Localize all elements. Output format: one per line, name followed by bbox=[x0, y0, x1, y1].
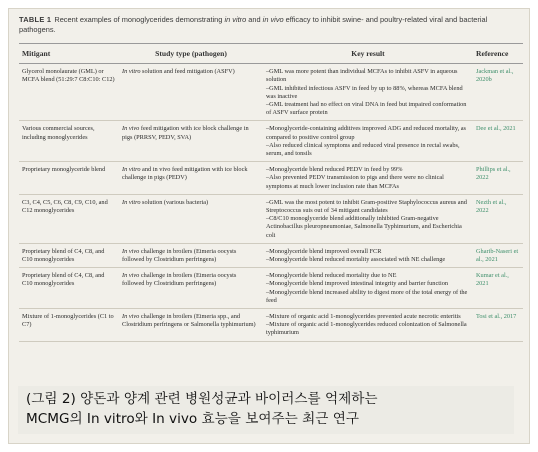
key-result-cell bbox=[263, 243, 473, 267]
study-type-cell bbox=[119, 64, 263, 121]
table-row bbox=[19, 64, 523, 121]
key-result-cell bbox=[263, 268, 473, 309]
table-caption bbox=[19, 15, 519, 35]
study-type-italic: In vitro bbox=[122, 166, 141, 174]
study-type-cell bbox=[119, 194, 263, 243]
table-header-row bbox=[19, 44, 523, 64]
key-result-line: –Monoglyceride-containing additives improved ADG and reduced mortality, as compared to positive control group bbox=[266, 125, 466, 141]
study-type-cell bbox=[119, 268, 263, 309]
reference-link[interactable]: Jackman et al., 2020b bbox=[473, 64, 523, 121]
table-body bbox=[19, 64, 523, 341]
monoglyceride-table bbox=[19, 43, 523, 342]
study-type-text: challenge in broilers (Eimeria oocysts followed by Clostridium perfringens) bbox=[122, 272, 237, 288]
key-result-cell bbox=[263, 64, 473, 121]
study-type-text: feed mitigation with ice block challenge in pigs (PRRSV, PEDV, SVA) bbox=[122, 125, 249, 141]
key-result-line: –Mixture of organic acid 1-monoglycerides reduced colonization of Salmonella typhimurium bbox=[266, 321, 467, 337]
reference-link[interactable]: Kumar et al., 2021 bbox=[473, 268, 523, 309]
mitigant-cell: Proprietary blend of C4, C8, and C10 monoglycerides bbox=[19, 243, 119, 267]
table-row bbox=[19, 121, 523, 162]
caption-text: and bbox=[246, 15, 263, 24]
study-type-cell bbox=[119, 162, 263, 195]
korean-caption-banner bbox=[18, 386, 514, 434]
key-result-line: –Monoglyceride blend improved intestinal integrity and barrier function bbox=[266, 280, 449, 288]
study-type-italic: In vivo bbox=[122, 125, 140, 133]
key-result-line: –Monoglyceride blend increased ability to digest more of the total energy of the feed bbox=[266, 288, 468, 304]
mitigant-cell: Various commercial sources, including monoglycerides bbox=[19, 121, 119, 162]
table-row bbox=[19, 162, 523, 195]
caption-text: efficacy to inhibit swine- and poultry-related viral and bacterial pathogens. bbox=[19, 15, 488, 34]
study-type-italic: In vivo bbox=[122, 247, 140, 255]
key-result-line: –GML was the most potent to inhibit Gram-positive Staphylococcus aureus and Streptococcus suis out of 34 mitigant candidates bbox=[266, 198, 467, 215]
figure-frame bbox=[8, 8, 530, 444]
study-type-text: challenge in broilers (Eimeria oocysts followed by Clostridium perfringens) bbox=[122, 247, 237, 264]
reference-link[interactable]: Nezth et al., 2022 bbox=[473, 194, 523, 243]
table-label: TABLE 1 bbox=[19, 15, 52, 24]
column-header-mitigant: Mitigant bbox=[19, 44, 119, 64]
banner-line-2: MCMG의 In vitro와 In vivo 효능을 보여주는 최근 연구 bbox=[26, 411, 359, 427]
reference-link[interactable]: Gharib-Naseri et al., 2021 bbox=[473, 243, 523, 267]
study-type-text: solution and feed mitigation (ASFV) bbox=[140, 68, 235, 76]
reference-link[interactable]: Phillips et al., 2022 bbox=[473, 162, 523, 195]
key-result-line: –GML was more potent than individual MCFAs to inhibit ASFV in aqueous solution bbox=[266, 68, 458, 84]
study-type-text: challenge in broilers (Eimeria spp., and Clostridium perfringens or Salmonella typhimurium) bbox=[122, 313, 256, 329]
study-type-italic: In vivo bbox=[122, 272, 140, 280]
key-result-cell bbox=[263, 309, 473, 342]
key-result-line: –Also reduced clinical symptoms and reduced viral presence in rectal swabs, serum, and tonsils bbox=[266, 141, 460, 158]
table-row bbox=[19, 243, 523, 267]
column-header-result: Key result bbox=[263, 44, 473, 64]
key-result-line: –Monoglyceride blend reduced mortality due to NE bbox=[266, 272, 397, 280]
study-type-cell bbox=[119, 121, 263, 162]
mitigant-cell: Proprietary blend of C4, C8, and C10 monoglycerides bbox=[19, 268, 119, 309]
key-result-line: –Mixture of organic acid 1-monoglycerides prevented acute necrotic enteritis bbox=[266, 313, 461, 321]
caption-italic: in vivo bbox=[262, 15, 284, 24]
column-header-reference: Reference bbox=[473, 44, 523, 64]
table-row bbox=[19, 194, 523, 243]
study-type-text: and in vivo feed mitigation with ice block challenge in pigs (PEDV) bbox=[122, 166, 248, 182]
column-header-study: Study type (pathogen) bbox=[119, 44, 263, 64]
key-result-line: –Monoglyceride blend improved overall FCR bbox=[266, 247, 382, 255]
key-result-line: –Also prevented PEDV transmission to pigs and there were no clinical symptoms at much lower inclusion rate than MCFAs bbox=[266, 174, 444, 190]
key-result-cell bbox=[263, 121, 473, 162]
key-result-line: –GML inhibited infectious ASFV in feed by up to 88%, whereas MCFA blend was inactive bbox=[266, 84, 463, 100]
mitigant-cell: Proprietary monoglyceride blend bbox=[19, 162, 119, 195]
study-type-cell bbox=[119, 243, 263, 267]
key-result-line: –Monoglyceride blend reduced PEDV in feed by 99% bbox=[266, 166, 403, 174]
study-type-italic: In vitro bbox=[122, 68, 141, 76]
study-type-italic: In vivo bbox=[122, 313, 140, 321]
mitigant-cell: Mixture of 1-monoglycerides (C1 to C7) bbox=[19, 309, 119, 342]
caption-text: Recent examples of monoglycerides demonstrating bbox=[54, 15, 225, 24]
key-result-line: –GML treatment had no effect on viral DNA in feed but impaired conformation of ASFV surface protein bbox=[266, 101, 467, 117]
key-result-cell bbox=[263, 162, 473, 195]
key-result-line: –C8/C10 monoglyceride blend additionally inhibited Gram-negative Actinobacillus pleuropneumoniae, Salmonella Typhimurium, and Escherichia coli bbox=[266, 215, 462, 239]
table-row bbox=[19, 309, 523, 342]
mitigant-cell: Glycerol monolaurate (GML) or MCFA blend (51:29:7 C8:C10: C12) bbox=[19, 64, 119, 121]
mitigant-cell: C3, C4, C5, C6, C8, C9, C10, and C12 monoglycerides bbox=[19, 194, 119, 243]
study-type-italic: In vitro bbox=[122, 198, 141, 206]
banner-line-1: (그림 2) 양돈과 양계 관련 병원성균과 바이러스를 억제하는 bbox=[26, 391, 378, 407]
study-type-text: solution (various bacteria) bbox=[140, 198, 209, 206]
key-result-cell bbox=[263, 194, 473, 243]
reference-link[interactable]: Dee et al., 2021 bbox=[473, 121, 523, 162]
caption-italic: in vitro bbox=[224, 15, 247, 24]
key-result-line: –Monoglyceride blend reduced mortality associated with NE challenge bbox=[266, 256, 446, 264]
reference-link[interactable]: Tosi et al., 2017 bbox=[473, 309, 523, 342]
table-row bbox=[19, 268, 523, 309]
study-type-cell bbox=[119, 309, 263, 342]
